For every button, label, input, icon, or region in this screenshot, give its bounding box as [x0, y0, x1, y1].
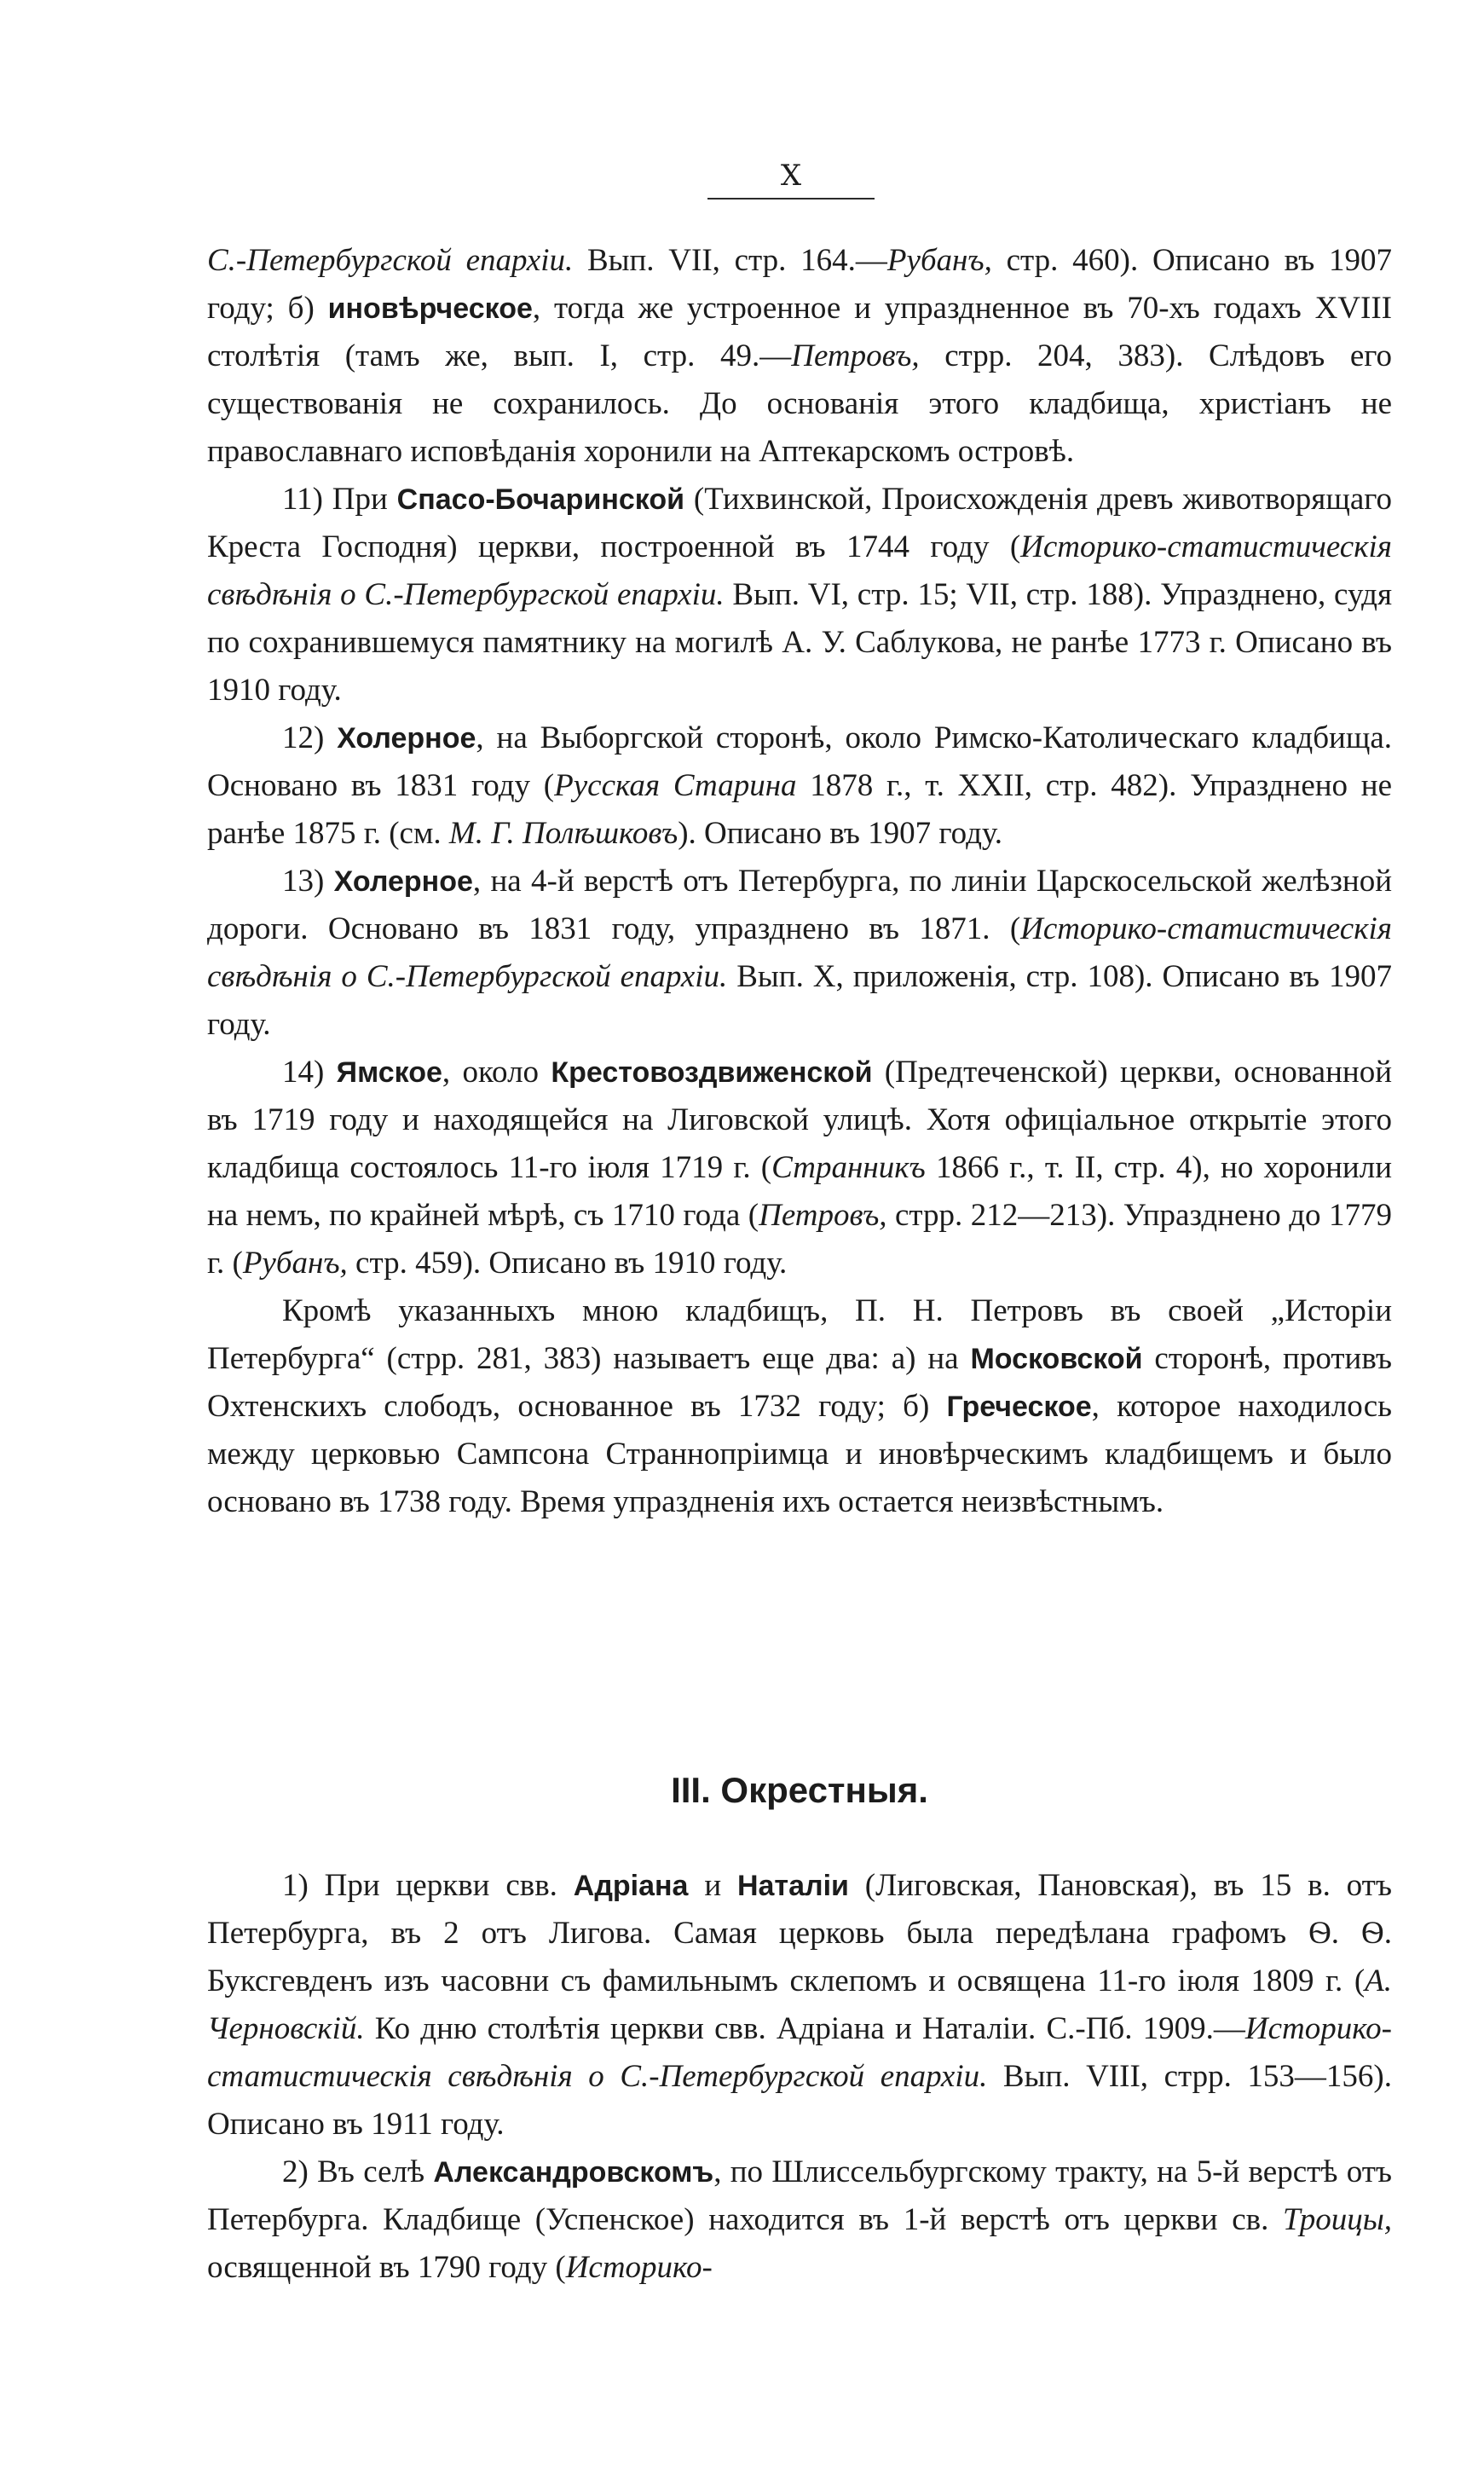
paragraph	[207, 858, 1392, 1049]
paragraph	[207, 1287, 1392, 1526]
text-run: 11) При	[282, 482, 397, 517]
text-run: 2) Въ селѣ	[282, 2154, 434, 2189]
section-title: III. Окрестныя.	[671, 1770, 928, 1810]
paragraph	[207, 476, 1392, 714]
text-run: Вып. VI, стр. 15; VII, стр. 188). Упразднено, судя по сохранившемуся памятнику на могилѣ А. У. Саблукова, не ранѣе 1773 г. Описано въ 1910 году.	[207, 577, 1392, 708]
text-run: стр. 459). Описано въ 1910 году.	[347, 1246, 788, 1281]
text-run: Ко дню столѣтія церкви свв. Адріана и Наталіи. С.-Пб. 1909.—	[364, 2011, 1245, 2046]
bold-term: Холерное	[337, 722, 476, 755]
text-run: , около	[442, 1055, 551, 1090]
bold-term: Греческое	[946, 1391, 1092, 1423]
text-run: Вып. X, приложенія, стр. 108). Описано въ 1907 году.	[207, 959, 1393, 1042]
paragraph	[207, 2148, 1392, 2292]
paragraph	[207, 237, 1392, 476]
text-run: 12)	[282, 720, 338, 755]
text-run: стр. 460). Описано въ 1907 году; б)	[207, 243, 1393, 326]
text-run: , по Шлиссельбургскому тракту, на 5-й верстѣ отъ Петербурга. Кладбище (Успенское) находится въ 1-й верстѣ отъ церкви св.	[207, 2154, 1393, 2237]
text-run: 13)	[282, 864, 334, 899]
italic-text: Странникъ	[771, 1150, 926, 1185]
italic-text: Рубанъ,	[886, 243, 992, 278]
italic-text: Историко-статистическія свѣдѣнія о С.-Петербургской епархіи.	[207, 911, 1392, 994]
italic-text: А. Черновскій.	[207, 1963, 1392, 2046]
bold-term: Адріана	[573, 1870, 689, 1902]
paragraph	[207, 1862, 1392, 2148]
text-run: Вып. VII, стр. 164.—	[573, 243, 887, 278]
text-run: Кромѣ указанныхъ мною кладбищъ, П. Н. Петровъ въ своей „Исторіи Петербурга“ (стрр. 281, 383) называетъ еще два: а) на	[207, 1293, 1392, 1376]
text-run: и	[688, 1868, 737, 1903]
italic-text: Троицы,	[1283, 2202, 1392, 2237]
text-run: , тогда же устроенное и упраздненное въ 70-хъ годахъ XVIII столѣтія (тамъ же, вып. I, стр. 49.—	[207, 291, 1392, 373]
bold-term: Холерное	[333, 865, 473, 898]
italic-text: Рубанъ,	[242, 1246, 348, 1281]
header-rule	[707, 198, 875, 200]
italic-text: С.-Петербургской епархіи.	[207, 243, 574, 278]
italic-text: Историко-	[565, 2250, 713, 2285]
text-run: 1866 г., т. II, стр. 4), но хоронили на немъ, по крайней мѣрѣ, съ 1710 года (	[207, 1150, 1392, 1233]
paragraph	[207, 1049, 1392, 1287]
bold-term: Крестовоздвиженской	[551, 1056, 873, 1089]
text-run: (Предтеченской) церкви, основанной въ 1719 году и находящейся на Лиговской улицѣ. Хотя офиціальное открытіе этого кладбища состоялось 11-го іюля 1719 г. (	[207, 1055, 1393, 1185]
bold-term: Спасо-Бочаринской	[396, 483, 685, 516]
bold-term: Александровскомъ	[433, 2156, 714, 2189]
text-run: Вып. VIII, стрр. 153—156). Описано въ 1911 году.	[207, 2059, 1392, 2142]
bold-term: Наталіи	[736, 1870, 849, 1902]
page-number: X	[780, 159, 802, 193]
text-run: 1878 г., т. XXII, стр. 482). Упразднено не ранѣе 1875 г. (см.	[207, 768, 1393, 851]
main-text	[207, 237, 1392, 1526]
italic-text: Петровъ,	[791, 338, 920, 373]
section-text	[207, 1862, 1392, 2292]
italic-text: Русская Старина	[554, 768, 797, 803]
text-run: , на 4-й верстѣ отъ Петербурга, по линіи Царскосельской желѣзной дороги. Основано въ 1831 году, упразднено въ 1871. (	[207, 864, 1392, 946]
text-run: 14)	[282, 1055, 337, 1090]
text-run: (Лиговская, Пановская), въ 15 в. отъ Петербурга, въ 2 отъ Лигова. Самая церковь была передѣлана графомъ Ѳ. Ѳ. Буксгевденъ изъ часовни съ фамильнымъ склепомъ и освящена 11-го іюля 1809 г. (	[207, 1868, 1392, 1998]
text-run: стрр. 212—213). Упразднено до 1779 г. (	[207, 1198, 1392, 1281]
italic-text: Петровъ,	[759, 1198, 887, 1233]
text-run: стрр. 204, 383). Слѣдовъ его существованія не сохранилось. До основанія этого кладбища, христіанъ не православнаго исповѣданія хоронили на Аптекарскомъ островѣ.	[207, 338, 1393, 469]
paragraph	[207, 714, 1392, 858]
text-run: (Тихвинской, Происхожденія древъ животворящаго Креста Господня) церкви, построенной въ 1744 году (	[207, 482, 1392, 564]
text-run: , на Выборгской сторонѣ, около Римско-Католическаго кладбища. Основано въ 1831 году (	[207, 720, 1392, 803]
bold-term: иновѣрческое	[327, 292, 533, 325]
italic-text: Историко-статистическія свѣдѣнія о С.-Петербургской епархіи.	[207, 529, 1392, 612]
text-run: , которое находилось между церковью Сампсона Страннопріимца и иновѣрческимъ кладбищемъ и было основано въ 1738 году. Время упраздненія ихъ остается неизвѣстнымъ.	[207, 1389, 1392, 1519]
bold-term: Ямское	[336, 1056, 442, 1089]
text-run: ). Описано въ 1907 году.	[678, 816, 1002, 851]
text-run: сторонѣ, противъ Охтенскихъ слободъ, основанное въ 1732 году; б)	[207, 1341, 1393, 1424]
text-run: 1) При церкви свв.	[282, 1868, 574, 1903]
italic-text: Историко-статистическія свѣдѣнія о С.-Петербургской епархіи.	[207, 2011, 1392, 2094]
text-run: освященной въ 1790 году (	[207, 2250, 566, 2285]
bold-term: Московской	[970, 1343, 1143, 1375]
italic-text: М. Г. Полѣшковъ	[448, 816, 678, 851]
